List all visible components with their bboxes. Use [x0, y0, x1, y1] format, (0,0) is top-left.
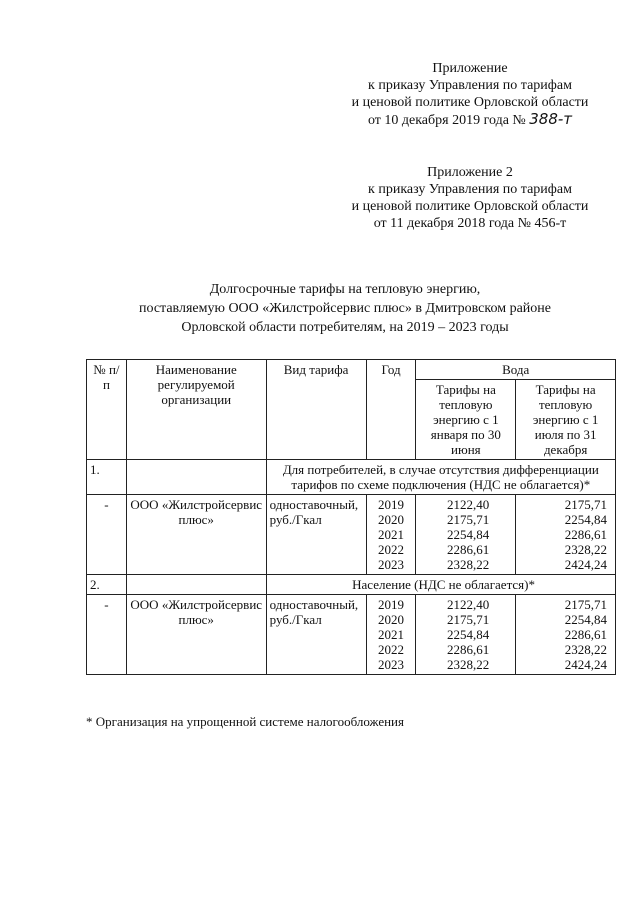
tariff-value: 2328,22 [564, 642, 607, 657]
tariff-value: 2424,24 [564, 557, 607, 572]
table-header-row [87, 360, 616, 380]
section-title: Население (НДС не облагается)* [266, 575, 615, 595]
footnote: * Организация на упрощенной системе налогообложения [86, 714, 404, 729]
year-cell: 2019 [378, 497, 405, 512]
tariff-value: 2175,71 [447, 612, 490, 627]
annex-2-line: Приложение 2 [427, 165, 513, 180]
header-type: Вид тарифа [266, 360, 366, 460]
tariff-value: 2286,61 [564, 527, 607, 542]
tariff-value: 2254,84 [447, 527, 490, 542]
tariff-value: 2254,84 [564, 512, 607, 527]
annex-2-line: и ценовой политике Орловской области [351, 199, 589, 214]
row-years [366, 495, 416, 575]
annex-2-line: к приказу Управления по тарифам [368, 182, 572, 197]
title-line: Долгосрочные тарифы на тепловую энергию, [209, 282, 481, 297]
annex-1-line: Приложение [432, 61, 508, 76]
row-tariff-type: одноставочный, руб./Гкал [266, 595, 366, 675]
row-tariff-type: одноставочный, руб./Гкал [266, 495, 366, 575]
year-cell: 2020 [378, 512, 405, 527]
tariff-value: 2328,22 [564, 542, 607, 557]
table-row [87, 495, 616, 575]
annex-1-date-line [300, 111, 639, 129]
row-num: - [87, 495, 127, 575]
tariff-value: 2328,22 [447, 657, 490, 672]
section-row [87, 575, 616, 595]
row-years [366, 595, 416, 675]
section-num: 1. [87, 460, 127, 495]
tariff-value: 2175,71 [564, 597, 607, 612]
tariff-value: 2424,24 [564, 657, 607, 672]
tariff-value: 2286,61 [447, 642, 490, 657]
tariff-value: 2175,71 [447, 512, 490, 527]
row-num: - [87, 595, 127, 675]
year-cell: 2021 [378, 527, 405, 542]
row-tariff-h1 [416, 595, 516, 675]
annex-1-line: к приказу Управления по тарифам [368, 78, 572, 93]
tariff-value: 2286,61 [447, 542, 490, 557]
row-org: ООО «Жилстройсервис плюс» [126, 495, 266, 575]
annex-1-line: и ценовой политике Орловской области [351, 95, 589, 110]
section-num: 2. [87, 575, 127, 595]
header-water: Вода [416, 360, 616, 380]
title-line: поставляемую ООО «Жилстройсервис плюс» в Дмитровском районе [139, 301, 551, 316]
title-line: Орловской области потребителям, на 2019 – 2023 годы [181, 320, 509, 335]
row-tariff-h1 [416, 495, 516, 575]
year-cell: 2021 [378, 627, 405, 642]
header-num: № п/п [87, 360, 127, 460]
row-org: ООО «Жилстройсервис плюс» [126, 595, 266, 675]
tariff-value: 2254,84 [447, 627, 490, 642]
table-row [87, 595, 616, 675]
header-year: Год [366, 360, 416, 460]
annex-2-line: от 11 декабря 2018 года № 456-т [373, 216, 567, 231]
year-cell: 2019 [378, 597, 405, 612]
tariff-value: 2122,40 [447, 497, 490, 512]
annex-2-block [300, 164, 639, 232]
section-row [87, 460, 616, 495]
header-half-1: Тарифы на тепловую энергию с 1 января по 30 июня [416, 380, 516, 460]
header-half-2: Тарифы на тепловую энергию с 1 июля по 31 декабря [516, 380, 616, 460]
document-title [90, 280, 600, 337]
year-cell: 2023 [378, 557, 405, 572]
tariff-value: 2122,40 [447, 597, 490, 612]
tariff-value: 2286,61 [564, 627, 607, 642]
annex-1-block [300, 60, 639, 129]
header-org: Наименование регулируемой организации [126, 360, 266, 460]
row-tariff-h2 [516, 495, 616, 575]
tariff-value: 2254,84 [564, 612, 607, 627]
year-cell: 2020 [378, 612, 405, 627]
tariff-value: 2175,71 [564, 497, 607, 512]
tariff-value: 2328,22 [447, 557, 490, 572]
year-cell: 2022 [378, 542, 405, 557]
section-title: Для потребителей, в случае отсутствия дифференциации тарифов по схеме подключения (НДС не облагается)* [266, 460, 615, 495]
handwritten-order-number: 388-т [529, 110, 573, 128]
row-tariff-h2 [516, 595, 616, 675]
annex-1-date: от 10 декабря 2019 года № [367, 113, 526, 128]
year-cell: 2022 [378, 642, 405, 657]
tariff-table [86, 359, 616, 675]
year-cell: 2023 [378, 657, 405, 672]
